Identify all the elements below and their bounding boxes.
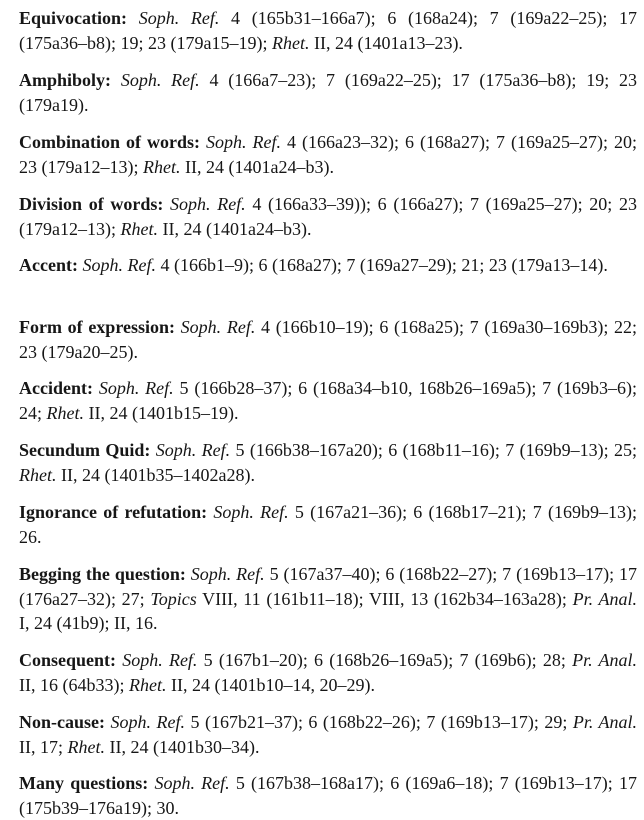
work-title: Rhet. — [46, 402, 85, 423]
reference-text: II, 24 (1401b30–34). — [105, 736, 260, 757]
work-title: Soph. Ref. — [190, 564, 265, 584]
entry-term: Amphiboly: — [19, 70, 112, 90]
work-title: Soph. Ref. — [206, 132, 282, 152]
reference-text: II, 16 (64b33); — [19, 674, 129, 695]
reference-text: 4 (166b10–19); 6 (168a25); 7 (169a30–169b3); 22; 23 (179a20–25). — [19, 317, 637, 362]
reference-text: 5 (167b38–168a17); 6 (169a6–18); 7 (169b13–17); 17 (175b39–176a19); 30. — [19, 773, 637, 818]
entry-term: Secundum Quid: — [19, 440, 151, 460]
reference-text: II, 24 (1401a24–b3). — [157, 218, 312, 239]
work-title: Soph. Ref. — [138, 8, 220, 28]
work-title: Pr. Anal. — [572, 650, 637, 670]
reference-text: 5 (167b21–37); 6 (168b22–26); 7 (169b13–17); 29; — [184, 712, 573, 732]
entry-term: Begging the question: — [19, 564, 186, 584]
work-title: Soph. Ref. — [154, 773, 230, 793]
entry-non-cause — [19, 710, 637, 759]
work-title: Soph. Ref. — [155, 440, 231, 460]
reference-text: 4 (166a23–32); 6 (168a27); 7 (169a25–27); 20; 23 (179a12–13); — [19, 132, 638, 177]
reference-text: II, 24 (1401b10–14, 20–29). — [166, 674, 375, 695]
entry-references — [82, 255, 607, 275]
entry-ignorance-of-refutation — [19, 500, 637, 549]
work-title: Rhet. — [271, 32, 310, 53]
work-title: Pr. Anal. — [572, 588, 637, 609]
entry-term: Accident: — [19, 378, 93, 398]
entry-term: Division of words: — [19, 194, 164, 214]
reference-text: II, 24 (1401a13–23). — [309, 32, 463, 53]
entry-accent — [19, 253, 637, 278]
work-title: Topics — [150, 588, 197, 609]
reference-text: VIII, 11 (161b11–18); VIII, 13 (162b34–163a28); — [196, 588, 573, 609]
entry-term: Accent: — [19, 255, 78, 275]
entry-term: Non-cause: — [19, 712, 105, 732]
reference-text: II, 24 (1401b15–19). — [84, 402, 239, 423]
work-title: Soph. Ref. — [120, 70, 200, 90]
work-title: Soph. Ref. — [122, 650, 198, 670]
work-title: Rhet. — [67, 736, 105, 757]
reference-text: 4 (166a33–39)); 6 (166a27); 7 (169a25–27); 20; 23 (179a12–13); — [19, 194, 637, 239]
entry-many-questions — [19, 771, 637, 820]
entry-term: Equivocation: — [19, 8, 128, 28]
entry-term: Many questions: — [19, 773, 149, 793]
entry-term: Form of expression: — [19, 317, 175, 337]
work-title: Soph. Ref. — [180, 317, 256, 337]
reference-text: 5 (166b38–167a20); 6 (168b11–16); 7 (169b9–13); 25; — [230, 440, 638, 460]
entry-term: Ignorance of refutation: — [19, 502, 208, 522]
entry-references — [19, 70, 637, 115]
work-title: Rhet. — [19, 464, 57, 485]
entry-term: Consequent: — [19, 650, 117, 670]
entry-equivocation — [19, 6, 637, 55]
reference-text: 5 (166b28–37); 6 (168a34–b10, 168b26–169a5); 7 (169b3–6); 24; — [19, 378, 637, 423]
entry-term: Combination of words: — [19, 132, 201, 152]
entry-division-of-words — [19, 192, 637, 241]
work-title: Soph. Ref. — [82, 255, 156, 275]
work-title: Rhet. — [128, 674, 167, 695]
reference-text: 5 (167b1–20); 6 (168b26–169a5); 7 (169b6); 28; — [197, 650, 573, 670]
entry-secundum-quid — [19, 438, 637, 487]
reference-text: 4 (165b31–166a7); 6 (168a24); 7 (169a22–25); 17 (175a36–b8); 19; 23 (179a15–19); — [19, 8, 637, 53]
work-title: Pr. Anal. — [572, 712, 638, 732]
reference-text: 4 (166b1–9); 6 (168a27); 7 (169a27–29); 21; 23 (179a13–14). — [155, 255, 608, 275]
reference-text: 4 (166a7–23); 7 (169a22–25); 17 (175a36–b8); 19; 23 (179a19). — [19, 70, 638, 115]
entry-begging-the-question — [19, 562, 637, 636]
entry-amphiboly — [19, 68, 637, 117]
reference-text: 5 (167a37–40); 6 (168b22–27); 7 (169b13–17); 17 (176a27–32); 27; — [19, 564, 637, 609]
work-title: Rhet. — [120, 218, 158, 239]
reference-text: II, 24 (1401b35–1402a28). — [56, 464, 255, 485]
entry-consequent — [19, 648, 637, 697]
entry-references — [19, 712, 637, 757]
entry-combination-of-words — [19, 130, 637, 179]
reference-text: II, 24 (1401a24–b3). — [180, 156, 334, 177]
reference-text: 5 (167a21–36); 6 (168b17–21); 7 (169b9–13); 26. — [19, 502, 638, 547]
entry-accident — [19, 376, 637, 425]
reference-text: I, 24 (41b9); II, 16. — [19, 613, 158, 633]
entry-references — [19, 378, 637, 423]
entry-form-of-expression — [19, 315, 637, 364]
work-title: Soph. Ref. — [98, 378, 174, 398]
work-title: Soph. Ref. — [213, 502, 289, 522]
work-title: Soph. Ref. — [110, 712, 185, 732]
work-title: Soph. Ref. — [170, 194, 246, 214]
reference-text: II, 17; — [19, 736, 68, 757]
work-title: Rhet. — [142, 156, 181, 177]
